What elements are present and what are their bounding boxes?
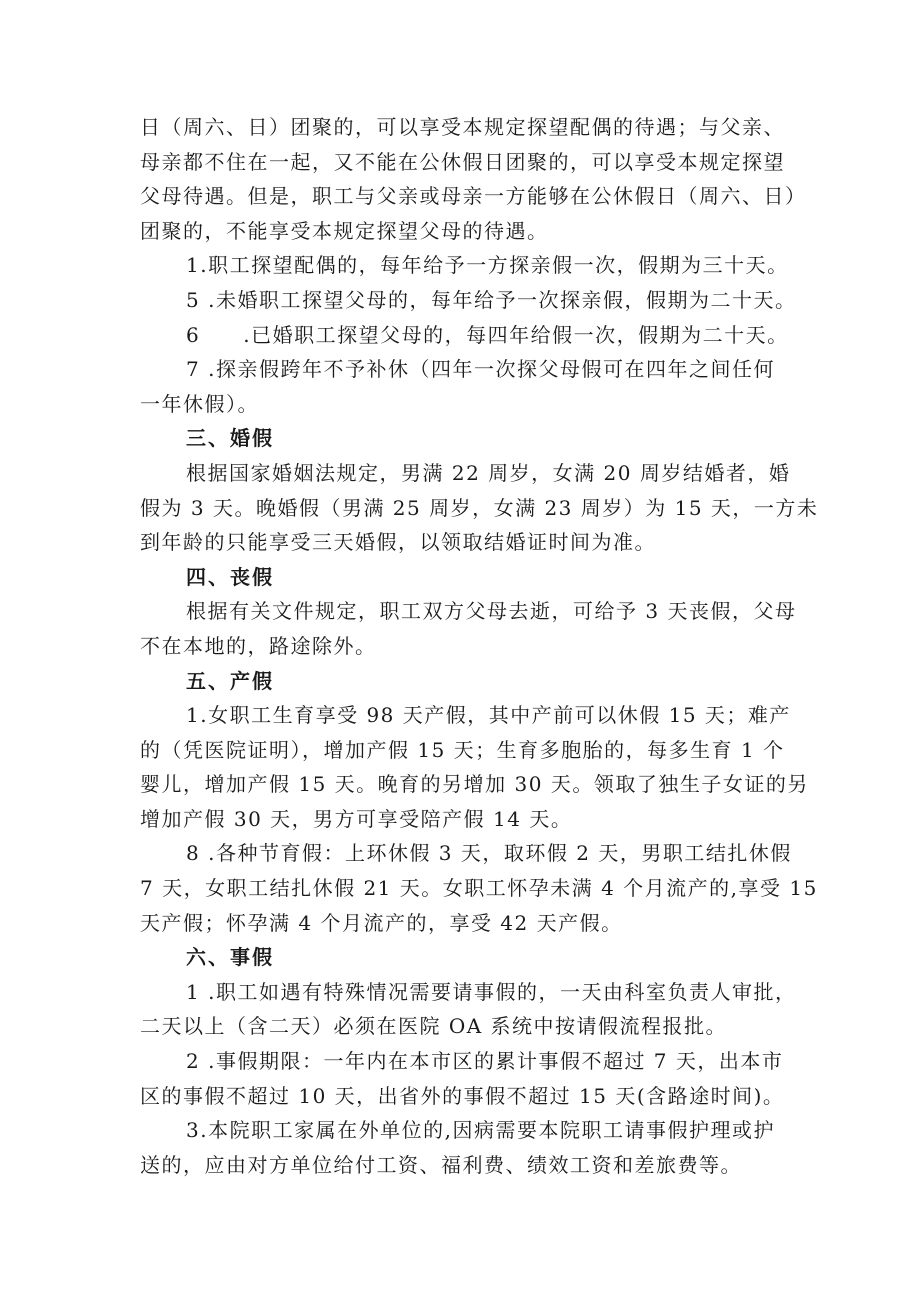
paragraph-line: 一年休假）。	[140, 391, 259, 416]
paragraph-line: 的（凭医院证明），增加产假 15 天；生育多胞胎的，每多生育 1 个	[140, 737, 785, 762]
paragraph-line: 假为 3 天。晚婚假（男满 25 周岁，女满 23 周岁）为 15 天，一方未	[140, 495, 819, 520]
paragraph-line: 根据有关文件规定，职工双方父母去逝，可给予 3 天丧假，父母	[186, 599, 797, 624]
paragraph-line: 根据国家婚姻法规定，男满 22 周岁，女满 20 周岁结婚者，婚	[186, 460, 791, 485]
paragraph-line: 日（周六、日）团聚的，可以享受本规定探望配偶的待遇；与父亲、	[140, 115, 785, 139]
list-item: 8 .各种节育假：上环休假 3 天，取环假 2 天，男职工结扎休假	[186, 841, 792, 866]
list-item: 7 .探亲假跨年不予补休（四年一次探父母假可在四年之间任何	[186, 357, 775, 382]
paragraph-line: 7 天，女职工结扎休假 21 天。女职工怀孕未满 4 个月流产的,享受 15	[140, 876, 818, 901]
paragraph-line: 天产假；怀孕满 4 个月流产的，享受 42 天产假。	[140, 910, 623, 935]
paragraph-line: 父母待遇。但是，职工与父亲或母亲一方能够在公休假日（周六、日）	[140, 184, 807, 209]
paragraph-line: 团聚的，不能享受本规定探望父母的待遇。	[140, 218, 549, 243]
document-body	[140, 110, 819, 1182]
paragraph-line: 增加产假 30 天，男方可享受陪产假 14 天。	[140, 806, 573, 831]
section-heading-marriage-leave: 三、婚假	[186, 426, 274, 451]
list-item: 1.女职工生育享受 98 天产假，其中产前可以休假 15 天；难产	[186, 703, 791, 728]
paragraph-line: 送的，应由对方单位给付工资、福利费、绩效工资和差旅费等。	[140, 1152, 742, 1177]
list-item: 2 .事假期限：一年内在本市区的累计事假不超过 7 天，出本市	[186, 1049, 784, 1074]
paragraph-line: 到年龄的只能享受三天婚假，以领取结婚证时间为准。	[140, 530, 656, 555]
section-heading-personal-leave: 六、事假	[186, 945, 274, 970]
paragraph-line: 不在本地的，路途除外。	[140, 633, 377, 658]
paragraph-line: 母亲都不住在一起，又不能在公休假日团聚的，可以享受本规定探望	[140, 149, 785, 174]
list-item: 6 .已婚职工探望父母的，每四年给假一次，假期为二十天。	[186, 322, 789, 347]
paragraph-line: 婴儿，增加产假 15 天。晚育的另增加 30 天。领取了独生子女证的另	[140, 772, 809, 797]
section-heading-maternity-leave: 五、产假	[186, 668, 274, 693]
list-item: 5 .未婚职工探望父母的，每年给予一次探亲假，假期为二十天。	[186, 287, 797, 312]
paragraph-line: 二天以上（含二天）必须在医院 OA 系统中按请假流程报批。	[140, 1014, 728, 1039]
paragraph-line: 区的事假不超过 10 天，出省外的事假不超过 15 天(含路途时间)。	[140, 1083, 785, 1108]
list-item: 3.本院职工家属在外单位的,因病需要本院职工请事假护理或护	[186, 1118, 775, 1143]
list-item: 1.职工探望配偶的，每年给予一方探亲假一次，假期为三十天。	[186, 253, 789, 278]
section-heading-bereavement-leave: 四、丧假	[186, 564, 274, 589]
list-item: 1 .职工如遇有特殊情况需要请事假的，一天由科室负责人审批，	[186, 979, 797, 1004]
